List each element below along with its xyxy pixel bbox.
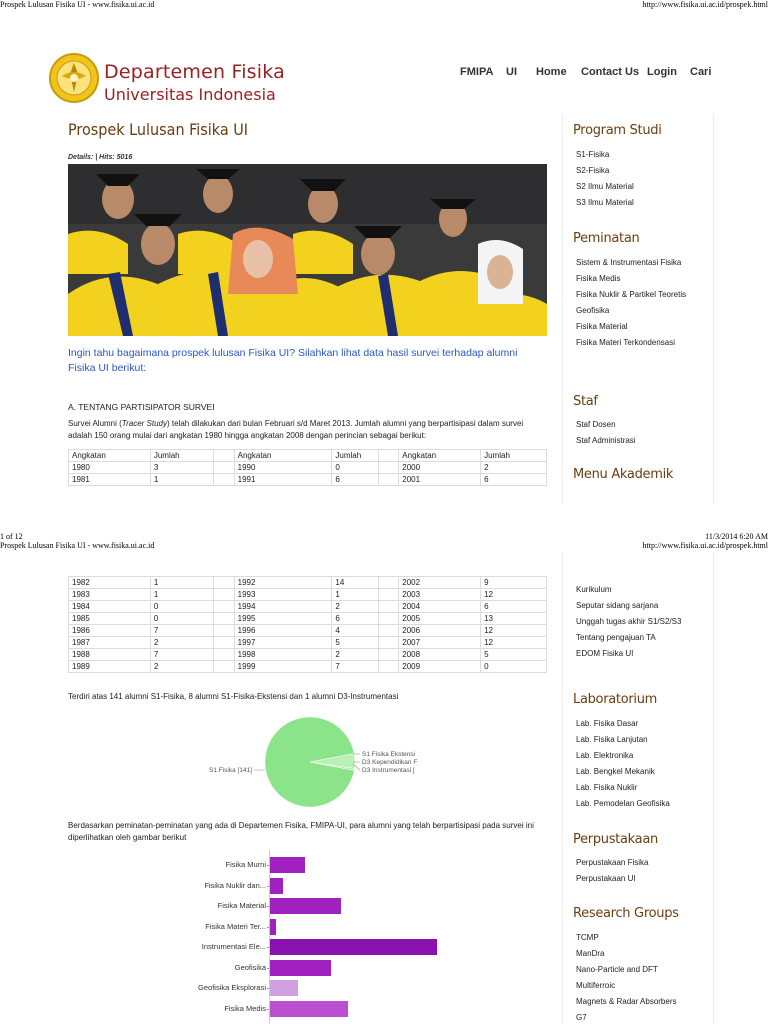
sidebar-item-peminatan[interactable]: Fisika Nuklir & Partikel Teoretis <box>576 290 687 299</box>
table-cell: 3 <box>150 462 213 474</box>
table-cell: 2001 <box>399 474 481 486</box>
table-cell: Jumlah <box>332 450 379 462</box>
table-cell: 1 <box>332 589 379 601</box>
table-cell: 1990 <box>234 462 332 474</box>
table-row <box>69 661 547 673</box>
table-cell: 9 <box>481 577 547 589</box>
sidebar-item-staf[interactable]: Staf Dosen <box>576 420 616 429</box>
sidebar-item-laboratorium[interactable]: Lab. Pemodelan Geofisika <box>576 799 670 808</box>
table-cell <box>379 601 399 613</box>
logo-subtitle: Universitas Indonesia <box>104 85 276 104</box>
bar-label: Geofisika <box>234 962 266 972</box>
table-cell: Angkatan <box>234 450 332 462</box>
sidebar-item-laboratorium[interactable]: Lab. Fisika Nuklir <box>576 783 638 792</box>
table-cell: 5 <box>332 637 379 649</box>
table-cell: 2007 <box>399 637 481 649</box>
table-row <box>69 589 547 601</box>
bar <box>269 980 298 996</box>
table-cell: 1981 <box>69 474 151 486</box>
sidebar-item-menu-akademik[interactable]: Seputar sidang sarjana <box>576 601 659 610</box>
table-cell: 1 <box>150 474 213 486</box>
table-cell: Angkatan <box>399 450 481 462</box>
print-footer-left: 1 of 12 <box>0 532 23 541</box>
table-cell: 12 <box>481 625 547 637</box>
survey-paragraph-pre: Survei Alumni ( <box>68 419 122 428</box>
table-cell: 1987 <box>69 637 151 649</box>
nav-home[interactable]: Home <box>536 66 567 78</box>
table-cell: 2 <box>150 637 213 649</box>
print-header-left: Prospek Lulusan Fisika UI - www.fisika.ui.ac.id <box>0 0 155 9</box>
sidebar-item-peminatan[interactable]: Fisika Medis <box>576 274 621 283</box>
table-cell: 2006 <box>399 625 481 637</box>
table-cell: 2004 <box>399 601 481 613</box>
sidebar-item-research-group[interactable]: TCMP <box>576 933 599 942</box>
table-cell <box>213 649 234 661</box>
table-cell: 6 <box>481 474 547 486</box>
sidebar-item-laboratorium[interactable]: Lab. Bengkel Mekanik <box>576 767 655 776</box>
table-cell: 1992 <box>234 577 332 589</box>
table-cell: 1984 <box>69 601 151 613</box>
table-cell: 1998 <box>234 649 332 661</box>
table-cell: 1980 <box>69 462 151 474</box>
table-cell: 2005 <box>399 613 481 625</box>
pie-label: S1 Fisika [141] <box>209 767 252 774</box>
table-cell: 2003 <box>399 589 481 601</box>
table-cell: 2 <box>332 649 379 661</box>
sidebar-item-program-studi[interactable]: S2 Ilmu Material <box>576 182 634 191</box>
table-cell: 6 <box>481 601 547 613</box>
table-cell: Jumlah <box>481 450 547 462</box>
table-cell <box>379 637 399 649</box>
table-cell <box>379 474 399 486</box>
nav-fmipa[interactable]: FMIPA <box>460 66 494 78</box>
table-row <box>69 450 547 462</box>
bar <box>269 878 283 894</box>
section-a-heading: A. TENTANG PARTISIPATOR SURVEI <box>68 402 215 412</box>
table-cell: 1988 <box>69 649 151 661</box>
table-cell <box>213 462 234 474</box>
table-cell: 1991 <box>234 474 332 486</box>
peminatan-bar-chart <box>190 850 450 1024</box>
bar <box>269 960 331 976</box>
sidebar-item-research-group[interactable]: G7 <box>576 1013 587 1022</box>
sidebar-menu-akademik-list <box>576 585 704 665</box>
sidebar-item-peminatan[interactable]: Fisika Materi Terkondensasi <box>576 338 676 347</box>
sidebar-peminatan-heading: Peminatan <box>573 231 640 246</box>
table-cell: 1995 <box>234 613 332 625</box>
table-cell: 0 <box>150 601 213 613</box>
site-logo[interactable] <box>48 52 298 106</box>
bar-label: Geofisika Eksplorasi <box>198 983 266 992</box>
table-cell: 1982 <box>69 577 151 589</box>
sidebar-laboratorium-list <box>576 719 704 815</box>
table-cell <box>213 577 234 589</box>
table-cell <box>379 649 399 661</box>
sidebar-item-laboratorium[interactable]: Lab. Fisika Dasar <box>576 719 639 728</box>
sidebar-item-laboratorium[interactable]: Lab. Elektronika <box>576 751 634 760</box>
sidebar-item-menu-akademik[interactable]: Kurikulum <box>576 585 612 594</box>
graduates-photo-image <box>68 164 547 336</box>
sidebar-item-perpustakaan[interactable]: Perpustakaan UI <box>576 874 636 883</box>
table-cell <box>213 613 234 625</box>
table-cell: 1994 <box>234 601 332 613</box>
table-cell: 7 <box>332 661 379 673</box>
bar <box>269 939 437 955</box>
sidebar-item-research-group[interactable]: ManDra <box>576 949 605 958</box>
sidebar-staf-list <box>576 420 704 452</box>
table-cell <box>379 661 399 673</box>
table-row <box>69 474 547 486</box>
sidebar-item-laboratorium[interactable]: Lab. Fisika Lanjutan <box>576 735 648 744</box>
table-cell: 13 <box>481 613 547 625</box>
print-footer-right: 11/3/2014 6:20 AM <box>705 532 768 541</box>
summary-text: Terdiri atas 141 alumni S1-Fisika, 8 alumni S1-Fisika-Ekstensi dan 1 alumni D3-Instrumentasi <box>68 692 399 701</box>
table-cell <box>379 625 399 637</box>
table-cell: 2 <box>150 661 213 673</box>
print-header2-right: http://www.fisika.ui.ac.id/prospek.html <box>642 541 768 550</box>
table-cell: 5 <box>481 649 547 661</box>
table-cell <box>213 450 234 462</box>
sidebar-item-staf[interactable]: Staf Administrasi <box>576 436 636 445</box>
sidebar-item-perpustakaan[interactable]: Perpustakaan Fisika <box>576 858 649 867</box>
table-cell: 0 <box>332 462 379 474</box>
pie-label: D3 Instrumentasi [ <box>362 767 415 774</box>
nav-ui[interactable]: UI <box>506 66 517 78</box>
sidebar-item-program-studi[interactable]: S1-Fisika <box>576 150 610 159</box>
angkatan-table-page1 <box>68 449 547 486</box>
sidebar-perpustakaan-heading: Perpustakaan <box>573 832 658 847</box>
sidebar-laboratorium-heading: Laboratorium <box>573 692 658 707</box>
bar <box>269 1001 348 1017</box>
table-cell <box>213 474 234 486</box>
table-row <box>69 577 547 589</box>
table-cell: 2 <box>481 462 547 474</box>
table-cell <box>379 613 399 625</box>
article-details: Details: | Hits: 5016 <box>68 154 133 161</box>
sidebar-item-peminatan[interactable]: Fisika Material <box>576 322 628 331</box>
bar-label: Fisika Medis <box>224 1003 266 1013</box>
bar <box>269 857 305 873</box>
table-cell: 2008 <box>399 649 481 661</box>
bar <box>269 898 341 914</box>
table-cell: 1996 <box>234 625 332 637</box>
page-title[interactable]: Prospek Lulusan Fisika UI <box>68 120 249 139</box>
table-cell: 0 <box>481 661 547 673</box>
table-cell: 6 <box>332 474 379 486</box>
sidebar-item-menu-akademik[interactable]: EDOM Fisika UI <box>576 649 634 658</box>
table-cell: 7 <box>150 649 213 661</box>
sidebar-item-menu-akademik[interactable]: Tentang pengajuan TA <box>576 633 656 642</box>
table-row <box>69 613 547 625</box>
table-row <box>69 637 547 649</box>
ui-seal-icon <box>48 52 100 104</box>
bar-label: Fisika Material <box>217 901 266 910</box>
angkatan-table-page2 <box>68 576 547 673</box>
survey-paragraph <box>68 418 547 442</box>
table-cell <box>379 462 399 474</box>
nav-cari[interactable]: Cari <box>690 66 712 78</box>
table-cell: 1986 <box>69 625 151 637</box>
table-cell: 1 <box>150 589 213 601</box>
table-cell: 1983 <box>69 589 151 601</box>
table-cell: Angkatan <box>69 450 151 462</box>
sidebar-item-program-studi[interactable]: S3 Ilmu Material <box>576 198 634 207</box>
table-cell: 2000 <box>399 462 481 474</box>
table-cell <box>213 625 234 637</box>
table-cell <box>379 589 399 601</box>
table-cell: 2002 <box>399 577 481 589</box>
sidebar-item-research-group[interactable]: Multiferroic <box>576 981 616 990</box>
sidebar-program-studi-list <box>576 150 704 214</box>
survey-paragraph-em: Tracer Study <box>121 419 167 428</box>
table-cell: 7 <box>150 625 213 637</box>
bar-label: Fisika Murni <box>225 860 266 869</box>
table-cell: 1997 <box>234 637 332 649</box>
table-cell: 2 <box>332 601 379 613</box>
sidebar-item-peminatan[interactable]: Sistem & Instrumentasi Fisika <box>576 258 682 267</box>
survey-paragraph-post: ) telah dilakukan dari bulan Februari s/d Maret 2013. Jumlah alumni yang berpartisipasi dalam survei adalah 150 orang mulai dari angkatan 1980 hingga angkatan 2008 dengan perincian sebagai berikut: <box>68 419 524 440</box>
table-cell <box>213 661 234 673</box>
pie-label: D3 Kependidikan F <box>362 759 418 766</box>
table-cell: 1985 <box>69 613 151 625</box>
table-cell: 1989 <box>69 661 151 673</box>
sidebar-item-peminatan[interactable]: Geofisika <box>576 306 610 315</box>
sidebar-staf-heading: Staf <box>573 394 598 409</box>
sidebar-item-menu-akademik[interactable]: Unggah tugas akhir S1/S2/S3 <box>576 617 682 626</box>
table-cell <box>213 601 234 613</box>
print-header-right: http://www.fisika.ui.ac.id/prospek.html <box>642 0 768 9</box>
graduates-photo <box>68 164 547 336</box>
bar-label: Instrumentasi Ele... <box>201 942 266 951</box>
bar-axis <box>269 850 270 1024</box>
bar-label: Fisika Nuklir dan... <box>204 880 266 890</box>
intro-text: Ingin tahu bagaimana prospek lulusan Fisika UI? Silahkan lihat data hasil survei terhadap alumni Fisika UI berikut: <box>68 347 518 374</box>
nav-login[interactable]: Login <box>647 66 677 78</box>
sidebar-item-program-studi[interactable]: S2-Fisika <box>576 166 610 175</box>
peminatan-paragraph: Berdasarkan peminatan-peminatan yang ada di Departemen Fisika, FMIPA-UI, para alumni yang telah berpartisipasi pada survei ini diperlihatkan oleh gambar berikut <box>68 821 534 842</box>
bar <box>269 919 276 935</box>
sidebar-item-research-group[interactable]: Magnets & Radar Absorbers <box>576 997 677 1006</box>
table-cell <box>379 450 399 462</box>
table-cell: 12 <box>481 637 547 649</box>
sidebar-item-research-group[interactable]: Nano-Particle and DFT <box>576 965 658 974</box>
bar-label: Fisika Materi Ter... <box>205 921 266 931</box>
table-cell <box>379 577 399 589</box>
sidebar-research-groups-list <box>576 933 704 1024</box>
sidebar-menu-akademik-heading: Menu Akademik <box>573 467 674 482</box>
sidebar-perpustakaan-list <box>576 858 704 890</box>
table-cell: 1999 <box>234 661 332 673</box>
table-cell: 1 <box>150 577 213 589</box>
print-header2-left: Prospek Lulusan Fisika UI - www.fisika.ui.ac.id <box>0 541 155 550</box>
nav-contact-us[interactable]: Contact Us <box>581 66 640 78</box>
alumni-pie-chart <box>190 712 440 812</box>
table-cell <box>213 637 234 649</box>
sidebar-program-studi-heading: Program Studi <box>573 123 662 138</box>
table-cell <box>213 589 234 601</box>
table-cell: Jumlah <box>150 450 213 462</box>
table-cell: 0 <box>150 613 213 625</box>
table-row <box>69 462 547 474</box>
table-row <box>69 601 547 613</box>
table-row <box>69 625 547 637</box>
table-cell: 2009 <box>399 661 481 673</box>
pie-label: S1 Fisika Ekstensi <box>362 751 416 758</box>
table-cell: 6 <box>332 613 379 625</box>
sidebar-research-groups-heading: Research Groups <box>573 906 679 921</box>
table-cell: 14 <box>332 577 379 589</box>
table-row <box>69 649 547 661</box>
table-cell: 4 <box>332 625 379 637</box>
logo-title: Departemen Fisika <box>104 61 285 83</box>
table-cell: 1993 <box>234 589 332 601</box>
table-cell: 12 <box>481 589 547 601</box>
sidebar-peminatan-list <box>576 258 704 354</box>
